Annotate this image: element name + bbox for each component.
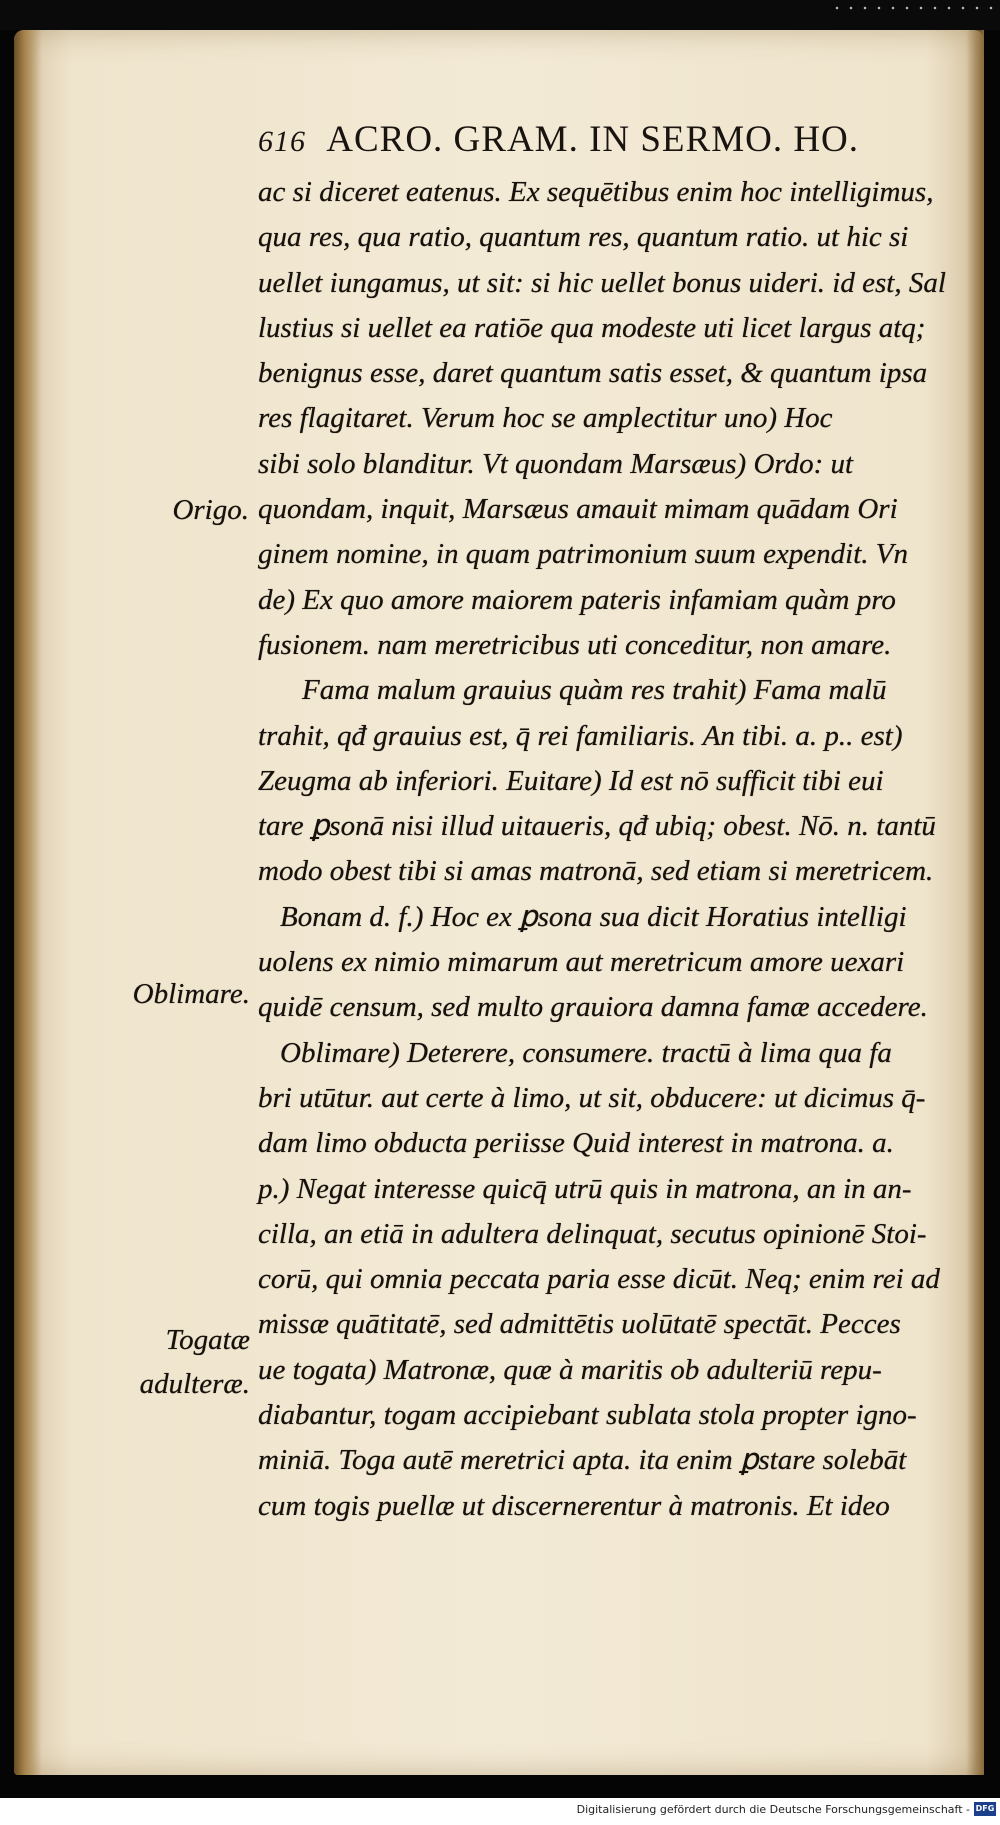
text-line: Bonam d. f.) Hoc ex ꝑsona sua dicit Horatius intelligi: [280, 900, 907, 933]
text-line: dam limo obducta periisse Quid interest in matrona. a.: [258, 1127, 894, 1160]
text-line: tare ꝑsonā nisi illud uitaueris, qđ ubiq; obest. Nō. n. tantū: [258, 810, 936, 843]
text-line: Fama malum grauius quàm res trahit) Fama malū: [302, 674, 887, 707]
text-line: corū, qui omnia peccata paria esse dicūt. Neq; enim rei ad: [258, 1263, 940, 1296]
text-line: uolens ex nimio mimarum aut meretricum amore uexari: [258, 946, 905, 979]
text-line: cilla, an etiā in adultera delinquat, secutus opinionē Stoi-: [258, 1217, 927, 1250]
text-line: diabantur, togam accipiebant sublata stola propter igno-: [258, 1399, 917, 1432]
text-line: fusionem. nam meretricibus uti conceditur, non amare.: [258, 628, 892, 661]
marginal-note-oblimare: Oblimare.: [132, 978, 250, 1010]
text-line: lustius si uellet ea ratiōe qua modeste uti licet largus atq;: [258, 311, 926, 344]
page-header: [258, 118, 948, 161]
text-line: Oblimare) Deterere, consumere. tractū à lima qua fa: [280, 1036, 892, 1069]
page-number: 616: [258, 125, 306, 158]
text-line: ue togata) Matronæ, quæ à maritis ob adulteriū repu-: [258, 1353, 882, 1386]
text-line: ginem nomine, in quam patrimonium suum expendit. Vn: [258, 538, 909, 571]
text-line: quondam, inquit, Marsæus amauit mimam quādam Ori: [258, 493, 898, 526]
scanner-top-strip: [0, 0, 1000, 30]
text-line: miniā. Toga autē meretrici apta. ita enim ꝑstare solebāt: [258, 1444, 907, 1477]
text-line: res flagitaret. Verum hoc se amplectitur uno) Hoc: [258, 402, 833, 435]
marginal-note-origo: Origo.: [172, 494, 249, 526]
text-line: uellet iungamus, ut sit: si hic uellet bonus uideri. id est, Sal: [258, 266, 946, 299]
text-line: ac si diceret eatenus. Ex sequētibus enim hoc intelligimus,: [258, 176, 934, 208]
dfg-logo-icon: DFG: [974, 1802, 996, 1816]
scanner-calibration-dots: [830, 6, 1000, 10]
text-line: bri utūtur. aut certe à limo, ut sit, obducere: ut dicimus q̄-: [258, 1081, 926, 1114]
marginal-note-adulterae: adulteræ.: [139, 1368, 250, 1400]
text-line: cum togis puellæ ut discernerentur à matronis. Et ideo: [258, 1489, 890, 1522]
text-line: p.) Negat interesse quicq̄ utrū quis in matrona, an in an-: [258, 1172, 912, 1205]
page-outer-edge: [966, 30, 984, 1775]
text-line: sibi solo blanditur. Vt quondam Marsæus) Ordo: ut: [258, 447, 854, 480]
text-line: missæ quātitatē, sed admittētis uolūtatē spectāt. Pecces: [258, 1308, 901, 1341]
commentary-text: [258, 170, 948, 1529]
text-line: qua res, qua ratio, quantum res, quantum ratio. ut hic si: [258, 221, 909, 254]
text-line: Zeugma ab inferiori. Euitare) Id est nō sufficit tibi eui: [258, 764, 884, 797]
running-title: ACRO. GRAM. IN SERMO. HO.: [326, 119, 860, 160]
marginal-note-togatae: Togatæ: [165, 1324, 250, 1356]
text-line: modo obest tibi si amas matronā, sed etiam si meretricem.: [258, 855, 934, 888]
text-line: trahit, qđ grauius est, q̄ rei familiaris. An tibi. a. p.. est): [258, 719, 903, 752]
text-line: benignus esse, daret quantum satis esset, & quantum ipsa: [258, 357, 928, 390]
page-binding-edge: [14, 30, 42, 1775]
digitization-footer: [0, 1798, 1000, 1825]
text-line: quidē censum, sed multo grauiora damna famæ accedere.: [258, 991, 928, 1024]
funding-credit: Digitalisierung gefördert durch die Deutsche Forschungsgemeinschaft -: [576, 1803, 970, 1816]
text-line: de) Ex quo amore maiorem pateris infamiam quàm pro: [258, 583, 896, 616]
